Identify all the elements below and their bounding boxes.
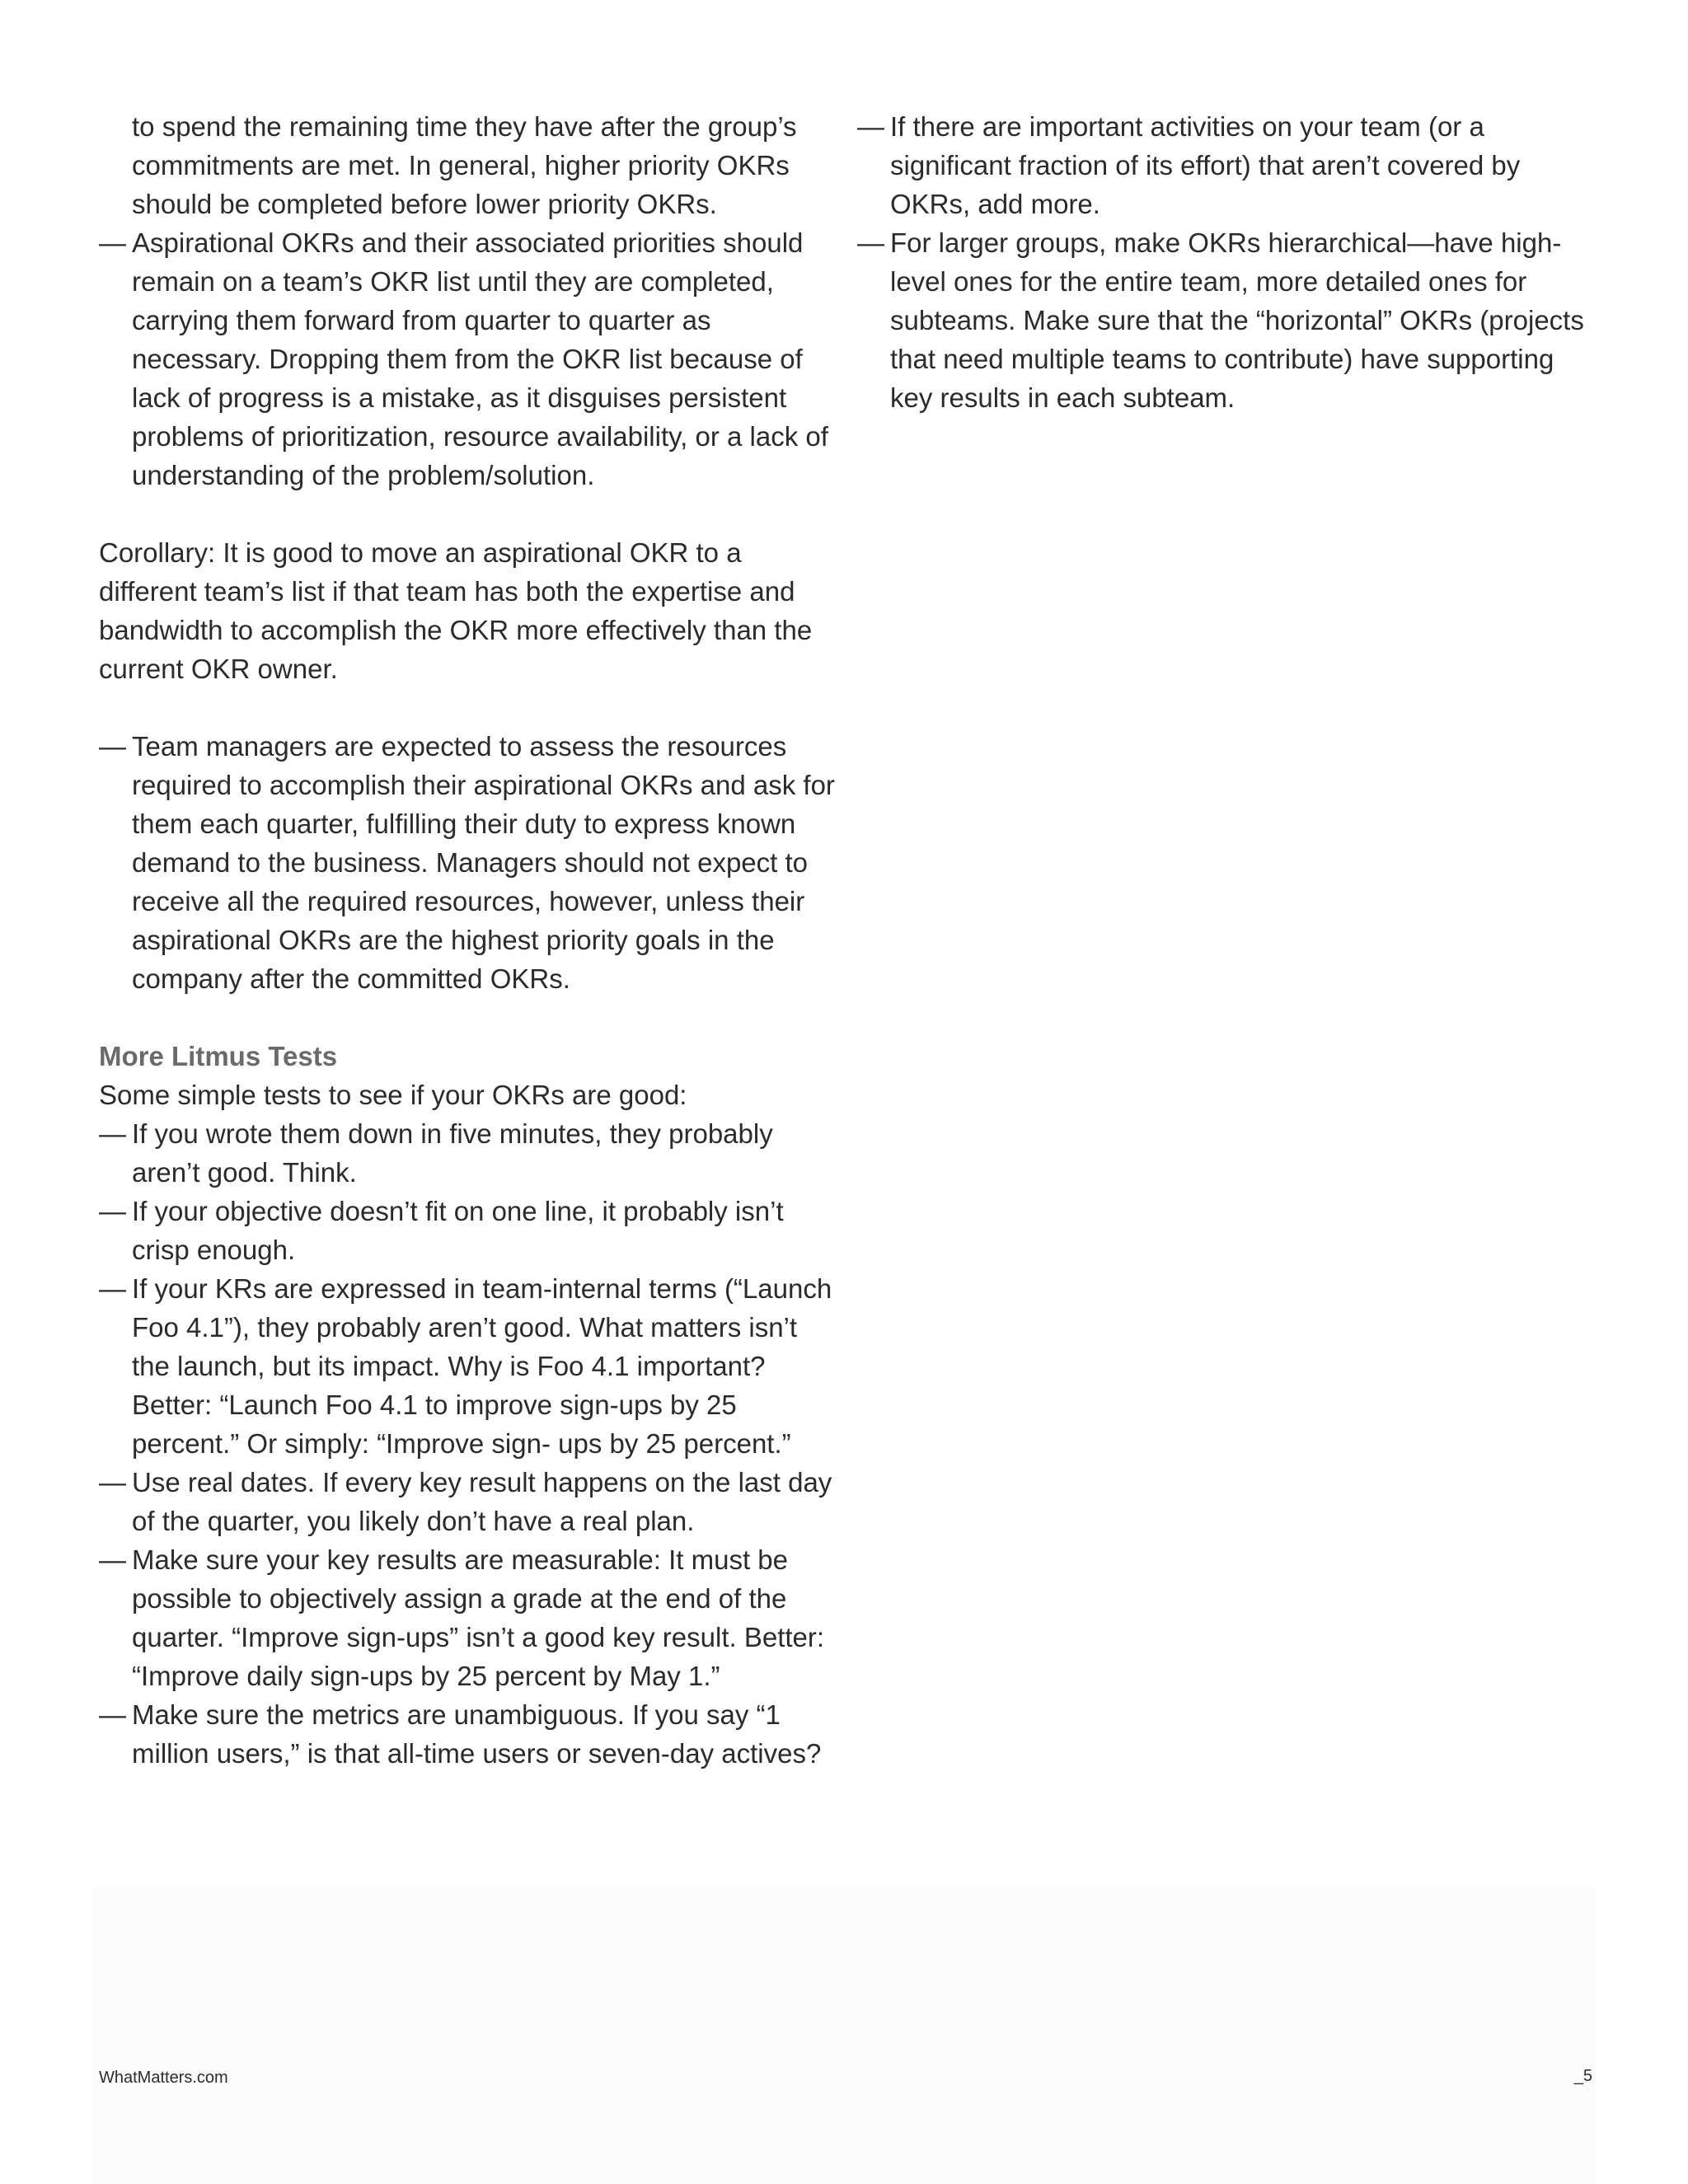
corollary-paragraph: Corollary: It is good to move an aspirational OKR to a different team’s list if that team has both the expertise and bandwidth to accomplish the OKR more effectively than the current OKR owner.: [99, 537, 813, 684]
list-item: [99, 1192, 841, 1269]
list-item: [99, 1269, 841, 1463]
list-item: [857, 223, 1599, 417]
dash-marker: —: [99, 1118, 126, 1149]
section-intro: Some simple tests to see if your OKRs are good:: [99, 1080, 687, 1110]
list-item-text: If you wrote them down in five minutes, they probably aren’t good. Think.: [132, 1118, 773, 1188]
list-item: [99, 1463, 841, 1540]
dash-marker: —: [857, 111, 884, 142]
intro-continuation: [99, 107, 841, 223]
list-item: [99, 1695, 841, 1773]
left-column: [99, 107, 841, 1773]
footer-site: WhatMatters.com: [99, 2069, 228, 2087]
right-column: [857, 107, 1599, 417]
intro-continuation-text: to spend the remaining time they have after the group’s commitments are met. In general, higher priority OKRs should be completed before lower priority OKRs.: [132, 111, 797, 219]
list-item-text: For larger groups, make OKRs hierarchical—have high-level ones for the entire team, more detailed ones for subteams. Make sure that the “horizontal” OKRs (projects that need multiple teams to contribute) have supporting key results in each subteam.: [890, 227, 1584, 413]
page-background-tint: [92, 1887, 1596, 2184]
dash-marker: —: [99, 1196, 126, 1226]
list-item-text: Aspirational OKRs and their associated priorities should remain on a team’s OKR list until they are completed, carrying them forward from quarter to quarter as necessary. Dropping them from the OKR list because of lack of progress is a mistake, as it disguises persistent problems of prioritization, resource availability, or a lack of understanding of the problem/solution.: [132, 227, 828, 490]
dash-marker: —: [99, 1699, 126, 1730]
list-item-text: Make sure your key results are measurable: It must be possible to objectively assign a grade at the end of the quarter. “Improve sign-ups” isn’t a good key result. Better: “Improve daily sign-ups by 25 percent by May 1.”: [132, 1544, 825, 1691]
dash-marker: —: [99, 227, 126, 258]
list-item: [99, 727, 841, 998]
list-item: [857, 107, 1599, 223]
list-item-text: Make sure the metrics are unambiguous. If you say “1 million users,” is that all-time users or seven-day actives?: [132, 1699, 822, 1769]
dash-marker: —: [99, 731, 126, 762]
dash-marker: —: [99, 1544, 126, 1575]
dash-marker: —: [99, 1467, 126, 1497]
list-item-text: Use real dates. If every key result happens on the last day of the quarter, you likely don’t have a real plan.: [132, 1467, 832, 1536]
list-item: [99, 223, 841, 494]
dash-marker: —: [857, 227, 884, 258]
footer-page-number: _5: [1573, 2067, 1592, 2085]
list-item-text: If there are important activities on your team (or a significant fraction of its effort) that aren’t covered by OKRs, add more.: [890, 111, 1521, 219]
list-item-text: If your KRs are expressed in team-internal terms (“Launch Foo 4.1”), they probably aren’t good. What matters isn’t the launch, but its impact. Why is Foo 4.1 important? Better: “Launch Foo 4.1 to improve sign-ups by 25 percent.” Or simply: “Improve sign- ups by 25 percent.”: [132, 1273, 832, 1459]
dash-marker: —: [99, 1273, 126, 1304]
list-item-text: If your objective doesn’t fit on one line, it probably isn’t crisp enough.: [132, 1196, 784, 1265]
list-item: [99, 1540, 841, 1695]
list-item-text: Team managers are expected to assess the resources required to accomplish their aspirational OKRs and ask for them each quarter, fulfilling their duty to express known demand to the business. Managers should not expect to receive all the required resources, however, unless their aspirational OKRs are the highest priority goals in the company after the committed OKRs.: [132, 731, 835, 994]
list-item: [99, 1114, 841, 1192]
section-heading: More Litmus Tests: [99, 1041, 338, 1071]
